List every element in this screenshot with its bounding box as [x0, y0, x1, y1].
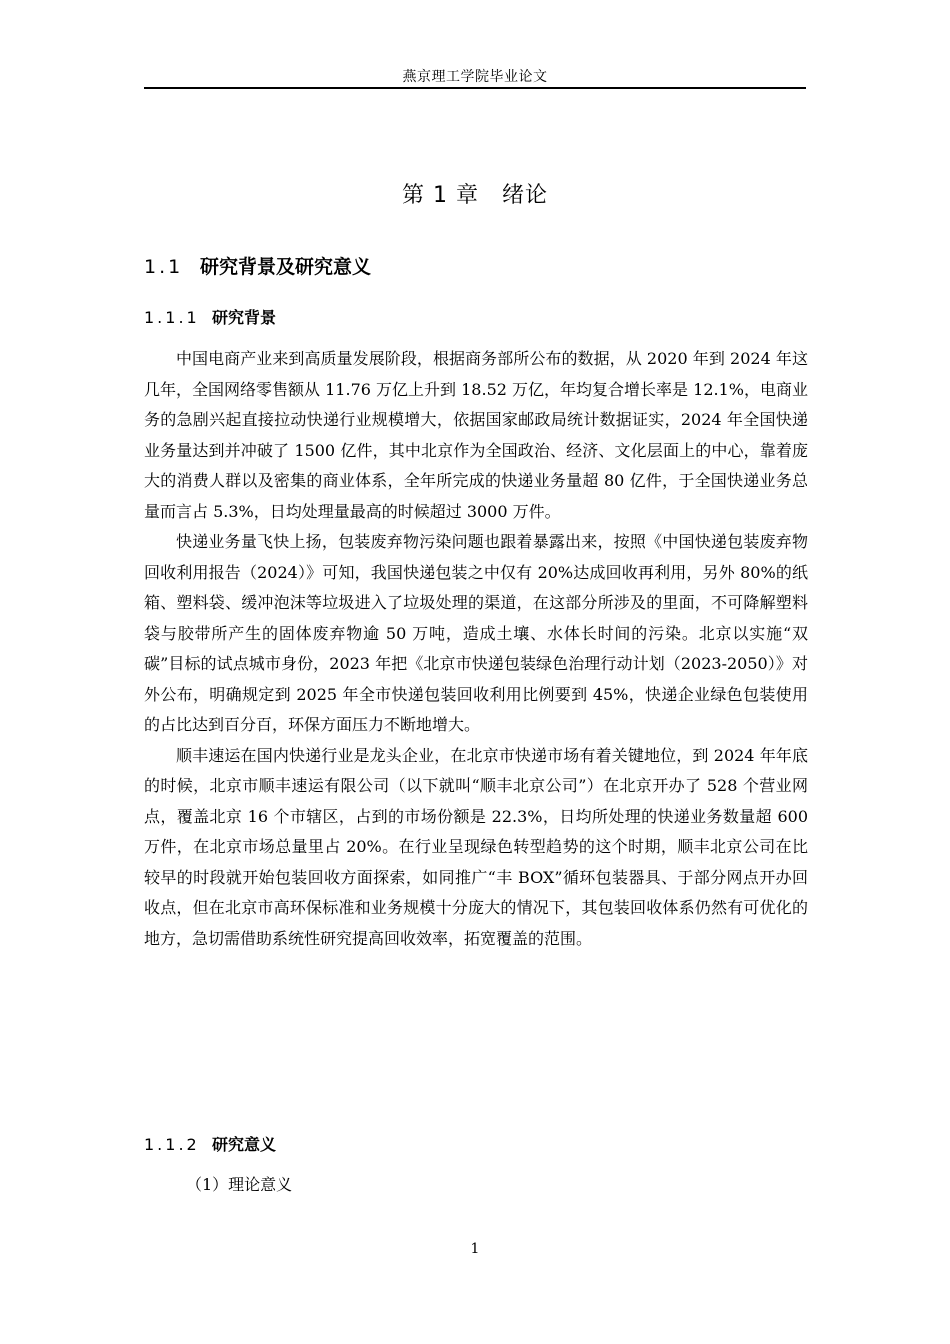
subsection-number: 1.1.1 — [144, 308, 200, 327]
page-number: 1 — [470, 1241, 480, 1257]
paragraph: 中国电商产业来到高质量发展阶段，根据商务部所公布的数据，从 2020 年到 2024 年这几年，全国网络零售额从 11.76 万亿上升到 18.52 万亿，年均复合增长率是 12.1%，电商业务的急剧兴起直接拉动快递行业规模增大，依据国家邮政局统计数据证实，2024 年全国快递业务量达到并冲破了 1500 亿件，其中北京作为全国政治、经济、文化层面上的中心，靠着庞大的消费人群以及密集的商业体系，全年所完成的快递业务量超 80 亿件，于全国快递业务总量而言占 5.3%，日均处理量最高的时候超过 3000 万件。 — [144, 349, 808, 521]
subsection-heading-significance — [144, 1133, 276, 1157]
running-header: 燕京理工学院毕业论文 — [402, 69, 548, 85]
subsection-title: 研究意义 — [212, 1135, 277, 1154]
section-number: 1.1 — [144, 256, 184, 278]
section-title: 研究背景及研究意义 — [200, 256, 372, 278]
paragraph: 顺丰速运在国内快递行业是龙头企业，在北京市快递市场有着关键地位，到 2024 年年底的时候，北京市顺丰速运有限公司（以下就叫“顺丰北京公司”）在北京开办了 528 个营业网点，覆盖北京 16 个市辖区，占到的市场份额是 22.3%，日均所处理的快递业务数量超 600 万件，在北京市场总量里占 20%。在行业呈现绿色转型趋势的这个时期，顺丰北京公司在比较早的时段就开始包装回收方面探索，如同推广“丰 BOX”循环包装器具、于部分网点开办回收点，但在北京市高环保标准和业务规模十分庞大的情况下，其包装回收体系仍然有可优化的地方，急切需借助系统性研究提高回收效率，拓宽覆盖的范围。 — [144, 745, 808, 948]
subsection-heading-background — [144, 306, 276, 330]
header-rule — [144, 87, 806, 89]
paragraph: 快递业务量飞快上扬，包装废弃物污染问题也跟着暴露出来，按照《中国快递包装废弃物回收利用报告（2024）》可知，我国快递包装之中仅有 20%达成回收再利用，另外 80%的纸箱、塑料袋、缓冲泡沫等垃圾进入了垃圾处理的渠道，在这部分所涉及的里面，不可降解塑料袋与胶带所产生的固体废弃物逾 50 万吨，造成土壤、水体长时间的污染。北京以实施“双碳”目标的试点城市身份，2023 年把《北京市快递包装绿色治理行动计划（2023-2050）》对外公布，明确规定到 2025 年全市快递包装回收利用比例要到 45%，快递企业绿色包装使用的占比达到百分百，环保方面压力不断地增大。 — [144, 532, 808, 734]
list-item-theoretical-significance: （1）理论意义 — [186, 1175, 293, 1194]
section-heading — [144, 253, 371, 281]
chapter-title: 第 1 章 绪论 — [402, 183, 548, 208]
body-text — [144, 344, 808, 954]
subsection-title: 研究背景 — [212, 308, 277, 327]
subsection-number: 1.1.2 — [144, 1135, 200, 1154]
